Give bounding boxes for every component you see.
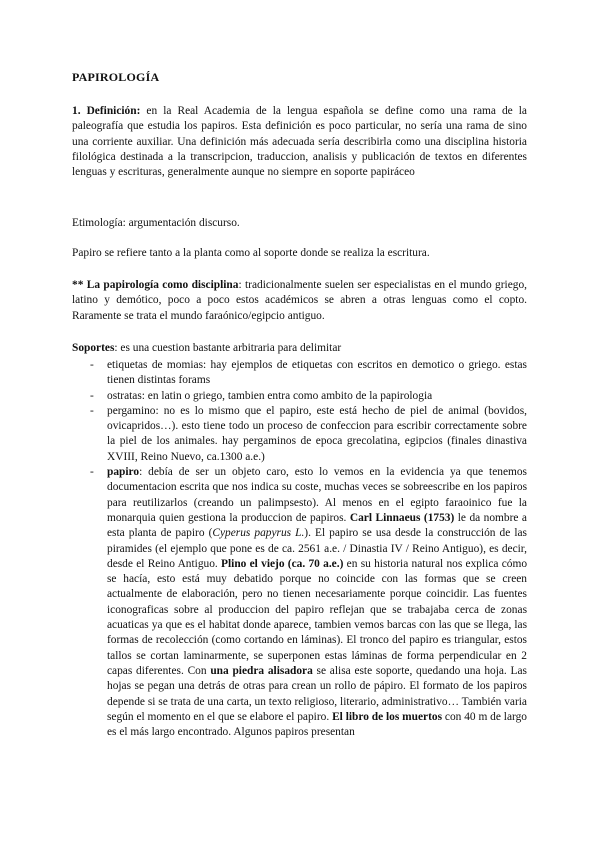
papiro-text-2: le da nombre a esta planta de papiro (: [107, 511, 527, 540]
papiro-text-3: ). El papiro se usa desde la construcción de las piramides (el ejemplo que pone es de ca. 2561 a.e. / Dinastia IV / Reino Antiguo), es decir, desde el Reino Antiguo.: [107, 527, 527, 570]
list-item-papiro: [72, 465, 527, 740]
discipline-text: : tradicionalmente suelen ser especialistas en el mundo griego, latino y demótico, poco a poco estos académicos se abren a otras lenguas como el copto. Raramente se trata el mundo faraónico/egipcio antiguo.: [72, 279, 527, 322]
supports-text: : es una cuestion bastante arbitraria para delimitar: [114, 342, 342, 354]
papiro-text-6: con 40 m de largo es el más largo encontrado. Algunos papiros presentan: [107, 710, 527, 739]
definition-label: 1. Definición:: [72, 105, 141, 117]
etymology-line: Etimología: argumentación discurso.: [72, 217, 240, 229]
supports-label: Soportes: [72, 342, 115, 354]
list-item-etiquetas: - etiquetas de momias: hay ejemplos de etiquetas con escritos en demotico o griego. estas tienen distintas forams: [72, 358, 527, 389]
papiro-text-5: se alisa este soporte, quedando una hoja. Las hojas se pegan una detrás de otras para crean un rollo de pápiro. El formato de los papiros depende si se trata de una carta, un texto religioso, literario, administrativo… También varia según el momento en el que se elabore el papiro.: [107, 664, 527, 723]
discipline-prefix: **: [72, 279, 87, 291]
papiro-text-4: en su historia natural nos explica cómo se hacía, esto está muy debatido porque no coincide con las formas que se creen actualmente de elaboración, pero no tienen necesariamente porque coincidir. Las fuentes iconograficas sobre al produccion del papiro reflejan que se trabajaba cerca de zonas acuaticas ya que es el habitat donde aparece, tambien vemos barcas con las que se llega, las formas de recolección (como cortando en láminas). El tronco del papiro es triangular, estos tallos se cortan laminarmente, se superponen estas láminas de forma perpendicular en 2 capas diferentes. Con: [107, 557, 528, 677]
supports-heading: [72, 341, 527, 356]
species-name: Cyperus papyrus L.: [212, 527, 305, 540]
definition-paragraph: [72, 104, 527, 180]
plinio-term: Plino el viejo (ca. 70 a.e.): [221, 557, 344, 570]
list-item-pergamino: - pergamino: no es lo mismo que el papiro, este está hecho de piel de animal (bovidos, ovicapridos…). esto tiene todo un proceso de confeccion para escribir correctamente sobre la piel de los animales. hay pergaminos de epoca grecolatina, egipcios (finales dinastiva XVIII, Reino Nuevo, ca.1300 a.e.): [72, 404, 527, 465]
page-title: PAPIROLOGÍA: [72, 70, 160, 84]
definition-text: en la Real Academia de la lengua española se define como una rama de la paleografía que estudia los papiros. Esta definición es poco particular, no sería una rama de sino una corriente auxiliar. Una definición más adecuada sería describirla como una disciplina historia filológica destinada a la transcripcion, traduccion, analisis y publicación de textos en diferentes lenguas y escrituras, generalmente aunque no siempre en soporte papiráceo: [72, 105, 527, 179]
libro-term: El libro de los muertos: [332, 710, 443, 723]
papiro-text-1: : debía de ser un objeto caro, esto lo vemos en la evidencia ya que tenemos documentacion escrita que nos indica su coste, muchas veces se sobreescribe en los papiros para reutilizarlos (creando un palimpsesto). Al menos en el egipto faraoinico fue la monarquia quien gestiona la produccion de papiros.: [107, 466, 527, 524]
linnaeus-term: Carl Linnaeus (1753): [349, 511, 455, 524]
piedra-term: una piedra alisadora: [210, 664, 313, 677]
discipline-paragraph: [72, 278, 527, 324]
supports-list: [72, 358, 527, 740]
discipline-label: La papirología como disciplina: [86, 279, 239, 291]
papiro-line: Papiro se refiere tanto a la planta como al soporte donde se realiza la escritura.: [72, 247, 430, 259]
list-item-ostratas: - ostratas: en latin o griego, tambien entra como ambito de la papirologia: [72, 389, 527, 404]
papiro-term: papiro: [107, 466, 140, 479]
